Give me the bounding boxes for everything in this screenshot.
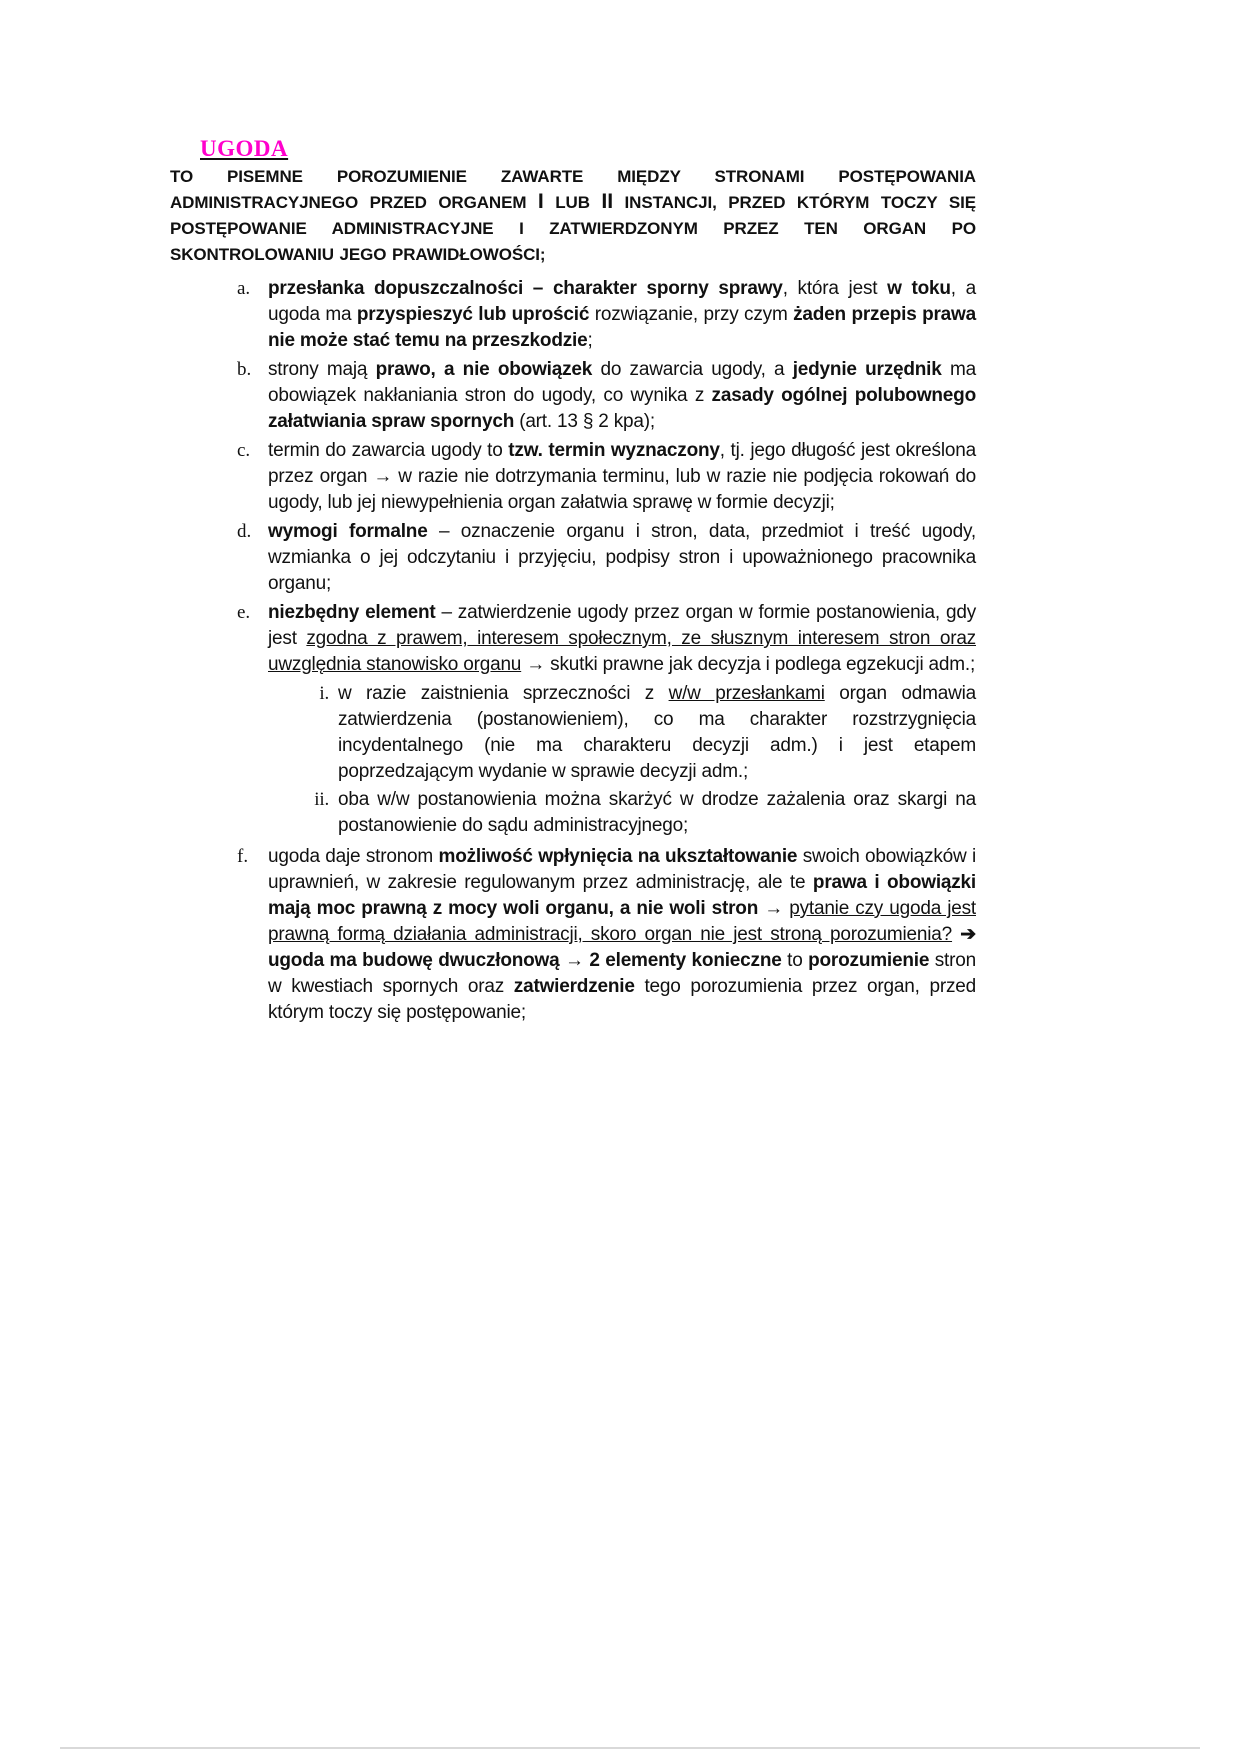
list-marker: a. <box>237 278 251 299</box>
list-marker: c. <box>237 440 251 461</box>
list-item <box>237 357 976 435</box>
text-segment: jedynie urzędnik <box>792 359 942 380</box>
text-segment: ➔ ugoda ma budowę dwuczłonową → 2 elementy konieczne <box>268 924 976 971</box>
list-item-text <box>268 438 976 516</box>
text-segment: tzw. termin wyznaczony <box>508 440 720 461</box>
text-segment: przesłanka dopuszczalności – charakter sporny sprawy <box>268 278 783 299</box>
text-segment: tego porozumienia przez organ, przed którym toczy się postępowanie; <box>268 976 976 1023</box>
list-marker: e. <box>237 602 251 623</box>
list-item <box>237 600 976 841</box>
intro-paragraph <box>170 164 976 268</box>
text-segment: – oznaczenie organu i stron, data, przedmiot i treść ugody, wzmianka o jej odczytaniu i przyjęciu, podpisy stron i upoważnionego pracownika organu; <box>268 521 977 594</box>
text-segment: swoich obowiązków i uprawnień, w zakresie regulowanym przez administrację, ale te <box>268 846 976 893</box>
text-segment: w toku <box>887 278 951 299</box>
text-segment: LUB <box>543 193 602 212</box>
main-list <box>170 276 976 1026</box>
list-marker: f. <box>237 846 249 867</box>
text-segment: INSTANCJI, PRZED KTÓRYM TOCZY SIĘ POSTĘPOWANIE ADMINISTRACYJNE I ZATWIERDZONYM PRZEZ TEN ORGAN PO SKONTROLOWANIU JEGO PRAWIDŁOWOŚCI; <box>170 193 976 264</box>
text-segment: możliwość wpłynięcia na ukształtowanie <box>438 846 798 867</box>
text-segment: w razie zaistnienia sprzeczności z <box>338 683 669 704</box>
text-segment: – zatwierdzenie ugody przez organ w formie postanowienia, gdy jest <box>268 602 976 649</box>
list-item <box>237 519 976 597</box>
list-item <box>237 276 976 354</box>
list-item <box>237 438 976 516</box>
list-item-text <box>268 357 976 435</box>
list-marker: b. <box>237 359 252 380</box>
text-segment: , a ugoda ma <box>268 278 977 325</box>
text-segment: stron w kwestiach spornych oraz <box>268 950 976 997</box>
list-item <box>237 844 976 1026</box>
text-segment: zgodna z prawem, interesem społecznym, ze słusznym interesem stron oraz uwzględnia stanowisko organu <box>268 628 976 675</box>
list-item-text <box>338 787 976 839</box>
text-segment: ; <box>587 330 593 351</box>
text-segment: porozumienie <box>808 950 930 971</box>
text-segment: → <box>758 898 790 919</box>
list-marker: ii. <box>314 789 329 810</box>
text-segment: zatwierdzenie <box>513 976 635 997</box>
text-segment: organ odmawia zatwierdzenia (postanowieniem), co ma charakter rozstrzygnięcia incydentalnego (nie ma charakteru decyzji adm.) i jest etapem poprzedzającym wydanie w sprawie decyzji adm.; <box>338 683 977 782</box>
sublist-item <box>306 787 976 839</box>
text-segment: do zawarcia ugody, a <box>592 359 793 380</box>
text-segment: ugoda daje stronom <box>268 846 439 867</box>
list-item-text <box>268 276 976 354</box>
text-segment: termin do zawarcia ugody to <box>268 440 509 461</box>
document-content <box>170 136 976 1029</box>
sublist <box>306 681 976 839</box>
text-segment: , która jest <box>782 278 888 299</box>
list-marker: i. <box>319 683 329 704</box>
list-item-text <box>268 600 976 841</box>
text-segment: prawo, a nie obowiązek <box>375 359 593 380</box>
text-segment: przyspieszyć lub uprościć <box>356 304 590 325</box>
text-segment: niezbędny element <box>268 602 436 623</box>
text-segment: ma obowiązek nakłaniania stron do ugody, co wynika z <box>268 359 976 406</box>
list-item-text <box>268 519 976 597</box>
text-segment: w/w przesłankami <box>668 683 825 704</box>
text-segment: pytanie czy ugoda jest prawną formą działania administracji, skoro organ nie jest stroną porozumienia? <box>268 898 976 945</box>
scan-edge-artifact <box>60 1747 1200 1749</box>
text-segment: oba w/w postanowienia można skarżyć w drodze zażalenia oraz skargi na postanowienie do sądu administracyjnego; <box>338 789 976 836</box>
text-segment: I <box>537 189 544 213</box>
text-segment: (art. 13 § 2 kpa); <box>514 411 655 432</box>
page-title-text: UGODA <box>200 136 289 161</box>
text-segment: II <box>601 189 614 213</box>
text-segment: wymogi formalne <box>268 521 428 542</box>
list-item-text <box>338 681 976 785</box>
text-segment: prawa i obowiązki mają moc prawną z mocy woli organu, a nie woli stron <box>268 872 977 919</box>
text-segment: rozwiązanie, przy czym <box>589 304 794 325</box>
text-segment: strony mają <box>268 359 376 380</box>
text-segment: → skutki prawne jak decyzja i podlega egzekucji adm.; <box>521 654 976 675</box>
text-segment: zasady ogólnej polubownego załatwiania spraw spornych <box>268 385 976 432</box>
sublist-item <box>306 681 976 785</box>
text-segment: to <box>781 950 809 971</box>
page-title <box>200 136 976 162</box>
text-segment: żaden przepis prawa nie może stać temu na przeszkodzie <box>268 304 976 351</box>
list-item-text <box>268 844 976 1026</box>
list-marker: d. <box>237 521 252 542</box>
text-segment: TO PISEMNE POROZUMIENIE ZAWARTE MIĘDZY STRONAMI POSTĘPOWANIA ADMINISTRACYJNEGO PRZED ORGANEM <box>170 167 976 212</box>
text-segment: , tj. jego długość jest określona przez organ → w razie nie dotrzymania terminu, lub w razie nie podjęcia rokowań do ugody, lub jej niewypełnienia organ załatwia sprawę w formie decyzji; <box>268 440 976 513</box>
